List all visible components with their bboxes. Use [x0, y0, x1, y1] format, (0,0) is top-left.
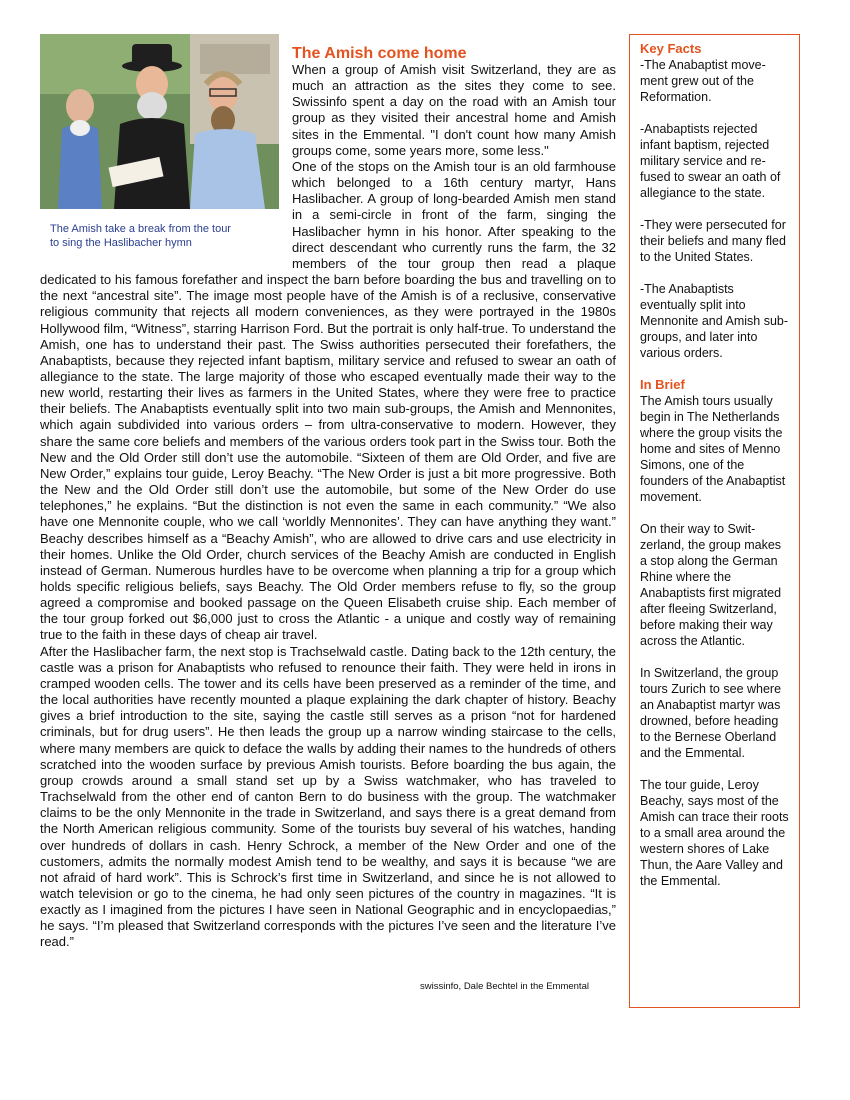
article-paragraph: After the Haslibacher farm, the next stop is Trachselwald castle. Dating back to the 12th century, the castle was a prison for Anabaptists who refused to renounce their faith. They were held in irons in cramped wooden cells. The tower and its cells have been preserved as a reminder of the time, and the local authorities have recently mounted a plaque explaining the dark chapter of history. Beachy gives a brief introduction to the site, saying the castle still serves as a prison “not for hardened criminals, but for drug users”. He then leads the group up a narrow winding staircase to the cells, where many members are quick to deface the walls by adding their names to the hundreds of others scratched into the wooden surface by previous Amish tourists. Before boarding the bus again, the group crowds around a small stand set up by a Swiss watchmaker, who has traveled to Trachselwald from the other end of canton Bern to do business with the group. The watchmaker claims to be the only Mennonite in the trade in Switzerland, and says there is a great demand from the North American religious community. Some of the tourists buy several of his watches, handing over hundreds of dollars in cash. Henry Schrock, a member of the New Order and one of the customers, admits the normally modest Amish tend to be wealthy, and says it is because “we are not afraid of hard work”. This is Schrock’s first time in Switzerland, and since he is not allowed to watch television or go to the cinema, he had only seen pictures of the country in magazines. “It is exactly as I imagined from the pictures I have seen in National Geographic and in encyclopaedias,” he says. “I’m pleased that Switzerland corresponds with the pictures I’ve seen and the literature I’ve read.” [40, 643, 616, 950]
in-brief-heading: In Brief [640, 377, 685, 392]
in-brief-item: In Switzerland, the group tours Zurich to see where an Anabaptist martyr was drowned, before heading to the Bernese Oberland and the Emmental. [640, 666, 782, 760]
article-credit: swissinfo, Dale Bechtel in the Emmental [420, 981, 589, 992]
sidebar-box [629, 34, 800, 1008]
photo-wrap-spacer [40, 62, 292, 256]
key-facts-heading: Key Facts [640, 41, 702, 56]
key-fact-item: -The Anabaptists eventually split into Mennonite and Amish sub-groups, and later into various orders. [640, 282, 789, 360]
photo-caption-line-1: The Amish take a break from the tour [50, 223, 231, 235]
article-title: The Amish come home [292, 45, 467, 62]
key-fact-item: -Anabaptists rejected infant baptism, rejected military service and refused to swear an oath of allegiance to the state. [640, 122, 781, 200]
article-body [40, 62, 616, 951]
article-paragraph: One of the stops on the Amish tour is an old farmhouse which belonged to a 16th century martyr, Hans Haslibacher. A group of long-bearded Amish men stand in a semi-circle in front of the farm, singing the Haslibacher hymn in his honor. After speaking to the direct descendant who currently runs the farm, the 32 members of the tour group then read a plaque dedicated to his famous forefather and inspect the barn before boarding the bus and travelling on to the next “ancestral site”. The image most people have of the Amish is of a reclusive, conservative religious community that rejects all modern conveniences, as they were portrayed in the 1980s Hollywood film, “Witness”, starring Harrison Ford. But the portrait is only half-true. To understand the Amish, one has to understand their past. The Swiss authorities persecuted their forefathers, the Anabaptists, because they rejected infant baptism, military service and refused to swear an oath of allegiance to the state. The large majority of those who escaped eventually made their way to the new world, restarting their lives as farmers in the United States, where they were free to practice their beliefs. The Anabaptists eventually split into two main sub-groups, the Amish and Mennonites, which again subdivided into various orders – from ultra-conservative to modern. However, they share the same core beliefs and members of the various orders took part in the Swiss tour. Both the New and the Old Order still don’t use the automobile. “Sixteen of them are Old Order, and five are New Order,” explains tour guide, Leroy Beachy. “The New Order is just a bit more progressive. Both the New and the Old Order still don’t use the automobile, but some of the New Order do use telephones,” he explains. “But the distinction is not even the same in each community.” “We also have one Mennonite couple, who we call ‘worldly Mennonites’. They can have anything they want.” Beachy describes himself as a “Beachy Amish”, who are allowed to drive cars and use electricity in their homes. Unlike the Old Order, church services of the Beachy Amish are conducted in English instead of German. Numerous hurdles have to be overcome when planning a trip for a group which holds specific religious beliefs, says Beachy. The Old Order members refuse to fly, so the group agreed a compromise and booked passage on the Queen Elisabeth cruise ship. Each member of the tour group forked out $6,000 just to cross the Atlantic - a unique and costly way of remaining true to the faith in these days of cheap air travel. [40, 158, 616, 643]
in-brief-item: The Amish tours usually begin in The Netherlands where the group visits the home and sites of Menno Simons, one of the founders of the Anabaptist movement. [640, 394, 786, 504]
photo-caption-line-2: to sing the Haslibacher hymn [50, 237, 192, 249]
in-brief-item: The tour guide, Leroy Beachy, says most of the Amish can trace their roots to a small area around the western shores of Lake Thun, the Aare Valley and the Emmental. [640, 778, 789, 888]
key-fact-item: -They were persecuted for their beliefs and many fled to the United States. [640, 218, 786, 264]
key-fact-item: -The Anabaptist movement grew out of the Reformation. [640, 58, 766, 104]
article-paragraph: When a group of Amish visit Switzerland, they are as much an attraction as the sites they come to see. Swissinfo spent a day on the road with an Amish tour group as they visited their ancestral home and Amish sites in the Emmental. "I don't count how many Amish groups come, some years more, some less." [292, 62, 616, 158]
in-brief-item: On their way to Switzerland, the group makes a stop along the German Rhine where the Anabaptists first migrated after fleeing Switzerland, before making their way across the Atlantic. [640, 522, 782, 648]
